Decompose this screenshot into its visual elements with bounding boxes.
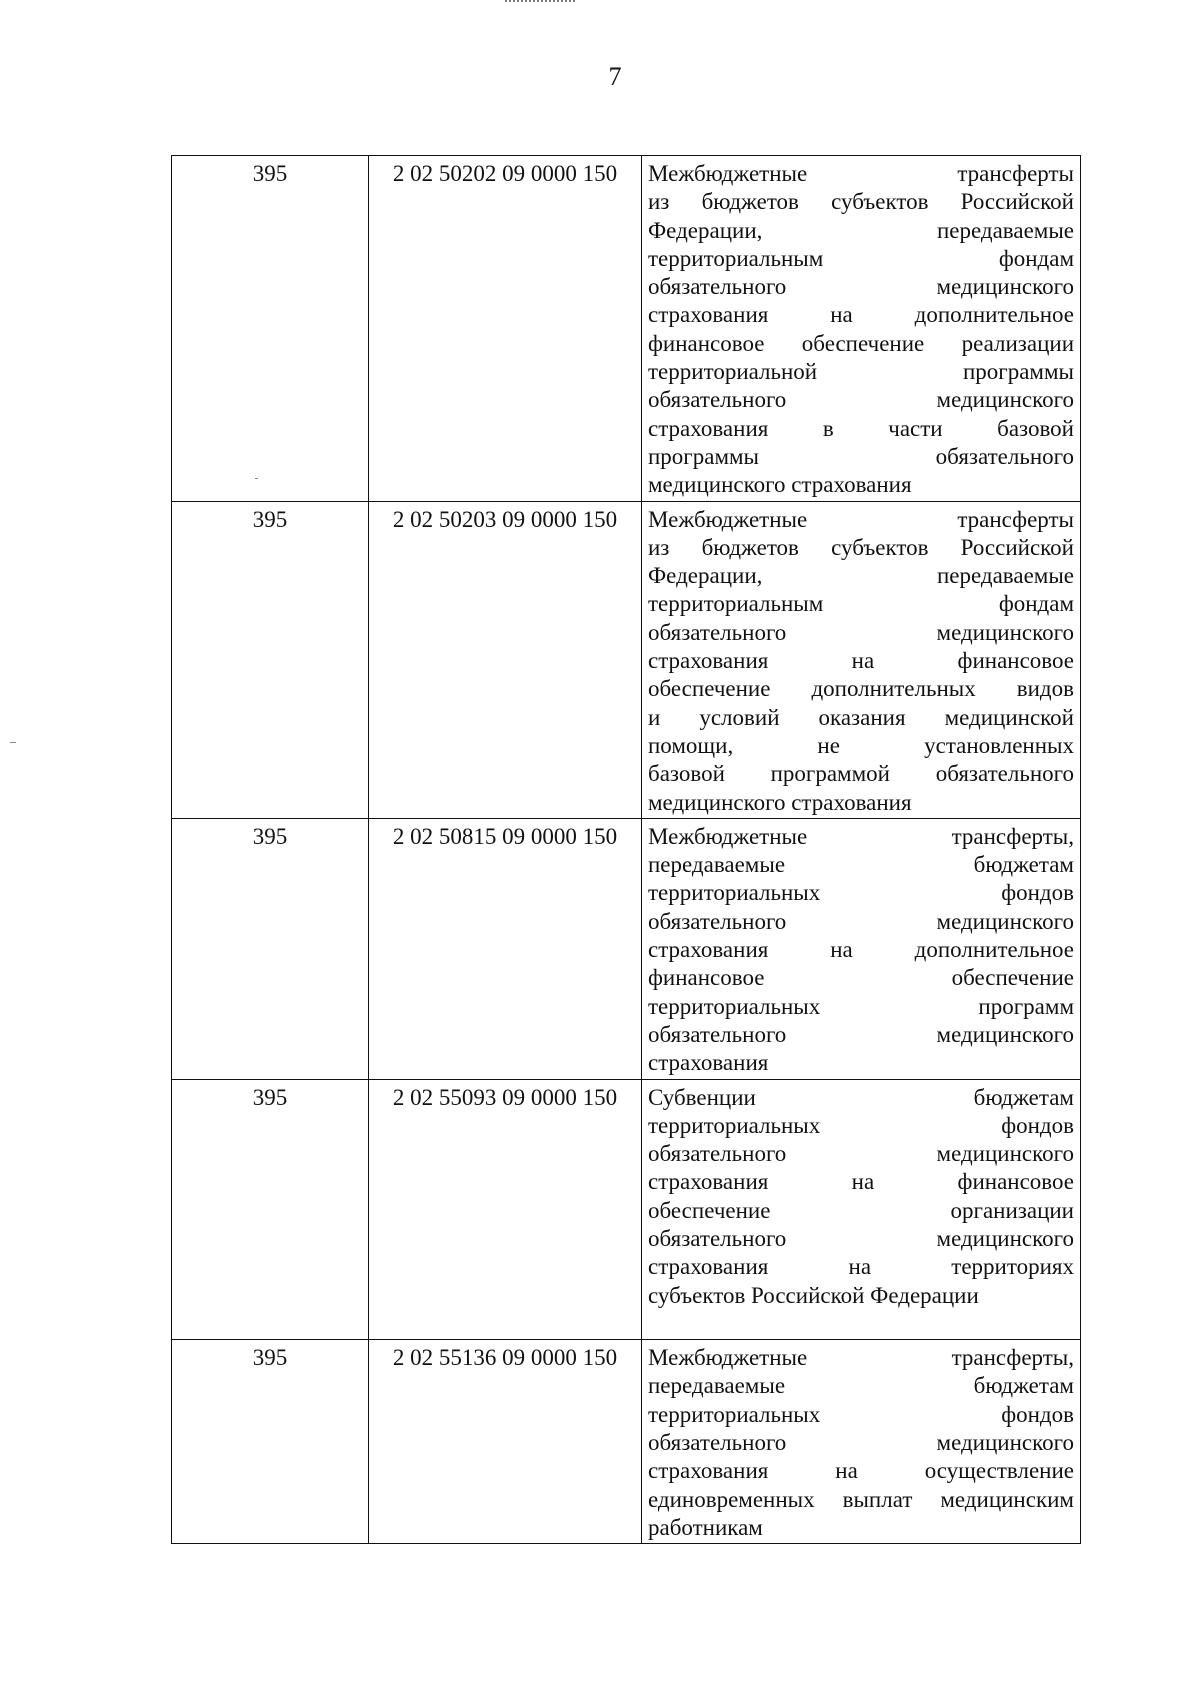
description-line: обязательного медицинского [648,619,1074,645]
description-line: помощи, не установленных [648,732,1074,758]
description-line: страхования [648,1050,769,1076]
page-number: 7 [608,62,622,91]
description-line: обязательного медицинского [648,1225,1074,1251]
description-line: территориальным фондам [648,591,1074,617]
scan-artifact-dot [10,742,16,743]
description-line: программы обязательного [648,443,1074,469]
description-line: территориальных фондов [648,880,1074,906]
description-line: Межбюджетные трансферты, [648,1345,1074,1371]
blank-line [648,1310,1074,1338]
description-line: медицинского страхования [648,472,912,498]
table-body [172,156,1081,1544]
description-line: страхования в части базовой [648,415,1074,441]
description-line: Межбюджетные трансферты [648,161,1074,186]
description-line: из бюджетов субъектов Российской [648,189,1074,215]
table-row [172,156,1081,502]
description-line: медицинского страхования [648,789,912,815]
description-line: территориальных фондов [648,1112,1074,1138]
description-line: передаваемые бюджетам [648,852,1074,878]
admin-code-cell: 395 [172,156,369,502]
description-line: страхования на финансовое [648,1169,1074,1195]
description-line: территориальных программ [648,993,1074,1019]
description-line: обязательного медицинского [648,1430,1074,1456]
description-line: Субвенции бюджетам [648,1084,1074,1110]
description-line: страхования на дополнительное [648,937,1074,963]
income-code-cell: 2 02 50815 09 0000 150 [369,818,642,1079]
description-line: страхования на территориях [648,1254,1074,1280]
description-line: обеспечение дополнительных видов [648,676,1074,702]
description-line: работникам [648,1514,763,1540]
description-line: Межбюджетные трансферты [648,506,1074,532]
income-code-cell: 2 02 55093 09 0000 150 [369,1079,642,1340]
description-line: финансовое обеспечение [648,965,1074,991]
description-line: Федерации, передаваемые [648,563,1074,589]
description-line: обязательного медицинского [648,387,1074,413]
income-name-cell [642,156,1081,502]
income-name-text [648,1084,1074,1339]
income-name-cell [642,1340,1081,1544]
description-line: Межбюджетные трансферты, [648,823,1074,849]
income-name-text [648,160,1074,500]
description-line: финансовое обеспечение реализации [648,330,1074,356]
income-name-text [648,823,1074,1078]
description-line: и условий оказания медицинской [648,704,1074,730]
description-line: Федерации, передаваемые [648,217,1074,243]
description-line: территориальным фондам [648,245,1074,271]
admin-code-cell: 395 [172,1079,369,1340]
income-name-cell [642,501,1081,818]
income-code-cell: 2 02 55136 09 0000 150 [369,1340,642,1544]
description-line: страхования на дополнительное [648,302,1074,328]
description-line: обязательного медицинского [648,274,1074,300]
table-row [172,818,1081,1079]
admin-code-cell: 395 [172,818,369,1079]
description-line: обязательного медицинского [648,1141,1074,1167]
description-line: страхования на финансовое [648,648,1074,674]
description-line: передаваемые бюджетам [648,1373,1074,1399]
table-row [172,1079,1081,1340]
income-codes-table [171,155,1081,1544]
income-name-cell [642,818,1081,1079]
income-name-text [648,506,1074,817]
description-line: из бюджетов субъектов Российской [648,534,1074,560]
table-row [172,501,1081,818]
description-line: обязательного медицинского [648,1021,1074,1047]
income-code-cell: 2 02 50202 09 0000 150 [369,156,642,502]
scan-artifact-mark [505,0,575,8]
description-line: базовой программой обязательного [648,761,1074,787]
description-line: обязательного медицинского [648,908,1074,934]
admin-code-cell: 395 [172,501,369,818]
table-row [172,1340,1081,1544]
description-line: обеспечение организации [648,1197,1074,1223]
description-line: страхования на осуществление [648,1458,1074,1484]
description-line: территориальной программы [648,359,1074,385]
description-line: территориальных фондов [648,1401,1074,1427]
income-code-cell: 2 02 50203 09 0000 150 [369,501,642,818]
income-name-cell [642,1079,1081,1340]
description-line: субъектов Российской Федерации [648,1282,979,1308]
admin-code-cell: 395 [172,1340,369,1544]
income-name-text [648,1344,1074,1542]
description-line: единовременных выплат медицинским [648,1486,1074,1512]
